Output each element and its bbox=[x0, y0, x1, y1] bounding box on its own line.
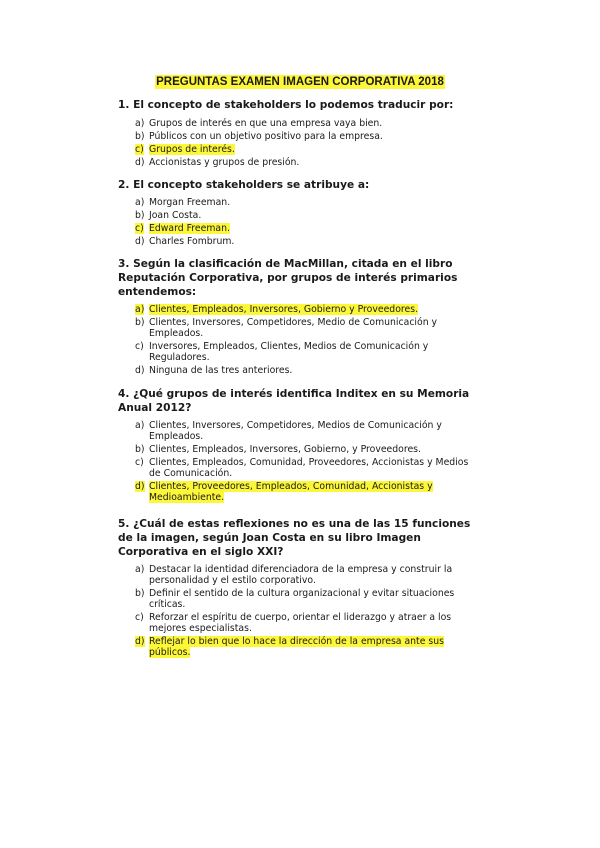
answer-4b bbox=[135, 444, 470, 455]
answer-text: Definir el sentido de la cultura organizacional y evitar situaciones críticas. bbox=[149, 588, 455, 610]
answer-text: Grupos de interés en que una empresa vaya bien. bbox=[149, 118, 383, 129]
answer-marker: d) bbox=[135, 365, 145, 376]
answer-4d-correct bbox=[135, 481, 470, 503]
answer-marker: d) bbox=[135, 157, 145, 168]
answers-question-3 bbox=[135, 304, 470, 378]
answer-1c-correct bbox=[135, 144, 470, 155]
question-1: 1. El concepto de stakeholders lo podemos traducir por: bbox=[118, 99, 454, 111]
question-3: 3. Según la clasificación de MacMillan, citada en el libro Reputación Corporativa, por grupos de interés primarios entendemos: bbox=[118, 258, 458, 298]
answer-marker: c) bbox=[135, 457, 144, 468]
answer-text-highlighted: Clientes, Proveedores, Empleados, Comunidad, Accionistas y Medioambiente. bbox=[149, 481, 433, 503]
answer-1d bbox=[135, 157, 470, 168]
answer-marker: b) bbox=[135, 210, 145, 221]
question-2: 2. El concepto stakeholders se atribuye a: bbox=[118, 179, 370, 191]
answer-marker: b) bbox=[135, 588, 145, 599]
answer-text: Clientes, Inversores, Competidores, Medio de Comunicación y Empleados. bbox=[149, 317, 438, 339]
answer-2a bbox=[135, 197, 470, 208]
answer-text-highlighted: Clientes, Empleados, Inversores, Gobierno y Proveedores. bbox=[149, 304, 419, 315]
answer-3c bbox=[135, 341, 470, 363]
answer-text: Ninguna de las tres anteriores. bbox=[149, 365, 293, 376]
answer-text: Públicos con un objetivo positivo para la empresa. bbox=[149, 131, 383, 142]
answer-2b bbox=[135, 210, 470, 221]
answer-marker: d) bbox=[135, 636, 145, 647]
answer-text: Destacar la identidad diferenciadora de la empresa y construir la personalidad y el estilo corporativo. bbox=[149, 564, 453, 586]
answer-text: Clientes, Inversores, Competidores, Medios de Comunicación y Empleados. bbox=[149, 420, 442, 442]
answer-text: Accionistas y grupos de presión. bbox=[149, 157, 300, 168]
answer-3d bbox=[135, 365, 470, 376]
answer-4a bbox=[135, 420, 470, 442]
answer-marker: b) bbox=[135, 131, 145, 142]
answer-1a bbox=[135, 118, 470, 129]
answers-question-4 bbox=[135, 420, 470, 505]
question-5: 5. ¿Cuál de estas reflexiones no es una de las 15 funciones de la imagen, según Joan Costa en su libro Imagen Corporativa en el siglo XXI? bbox=[118, 518, 471, 558]
document-title bbox=[0, 70, 600, 89]
answer-3a-correct bbox=[135, 304, 470, 315]
answer-marker: b) bbox=[135, 317, 145, 328]
answer-marker: a) bbox=[135, 197, 145, 208]
answer-2d bbox=[135, 236, 470, 247]
answer-marker: c) bbox=[135, 341, 144, 352]
answer-text: Clientes, Empleados, Comunidad, Proveedores, Accionistas y Medios de Comunicación. bbox=[149, 457, 469, 479]
answers-question-2 bbox=[135, 197, 470, 249]
answer-1b bbox=[135, 131, 470, 142]
answer-text: Clientes, Empleados, Inversores, Gobierno, y Proveedores. bbox=[149, 444, 421, 455]
answer-marker: c) bbox=[135, 223, 144, 234]
answer-text-highlighted: Grupos de interés. bbox=[149, 144, 235, 155]
answer-marker: d) bbox=[135, 481, 145, 492]
answer-2c-correct bbox=[135, 223, 470, 234]
answer-marker: a) bbox=[135, 118, 145, 129]
answer-text-highlighted: Edward Freeman. bbox=[149, 223, 230, 234]
answers-question-5 bbox=[135, 564, 470, 660]
answer-3b bbox=[135, 317, 470, 339]
answer-text: Inversores, Empleados, Clientes, Medios de Comunicación y Reguladores. bbox=[149, 341, 429, 363]
document-title-text: PREGUNTAS EXAMEN IMAGEN CORPORATIVA 2018 bbox=[156, 76, 444, 88]
answer-5c bbox=[135, 612, 470, 634]
answers-question-1 bbox=[135, 118, 470, 170]
answer-text: Joan Costa. bbox=[149, 210, 202, 221]
question-4: 4. ¿Qué grupos de interés identifica Inditex en su Memoria Anual 2012? bbox=[118, 388, 470, 414]
answer-5d-correct bbox=[135, 636, 470, 658]
answer-text-highlighted: Reflejar lo bien que lo hace la dirección de la empresa ante sus públicos. bbox=[149, 636, 444, 658]
answer-5a bbox=[135, 564, 470, 586]
answer-marker: a) bbox=[135, 564, 145, 575]
answer-text: Reforzar el espíritu de cuerpo, orientar el liderazgo y atraer a los mejores especialistas. bbox=[149, 612, 452, 634]
answer-text: Morgan Freeman. bbox=[149, 197, 231, 208]
answer-marker: c) bbox=[135, 144, 144, 155]
answer-4c bbox=[135, 457, 470, 479]
answer-marker: c) bbox=[135, 612, 144, 623]
answer-marker: b) bbox=[135, 444, 145, 455]
answer-marker: a) bbox=[135, 420, 145, 431]
answer-marker: a) bbox=[135, 304, 145, 315]
answer-5b bbox=[135, 588, 470, 610]
answer-marker: d) bbox=[135, 236, 145, 247]
answer-text: Charles Fombrum. bbox=[149, 236, 235, 247]
